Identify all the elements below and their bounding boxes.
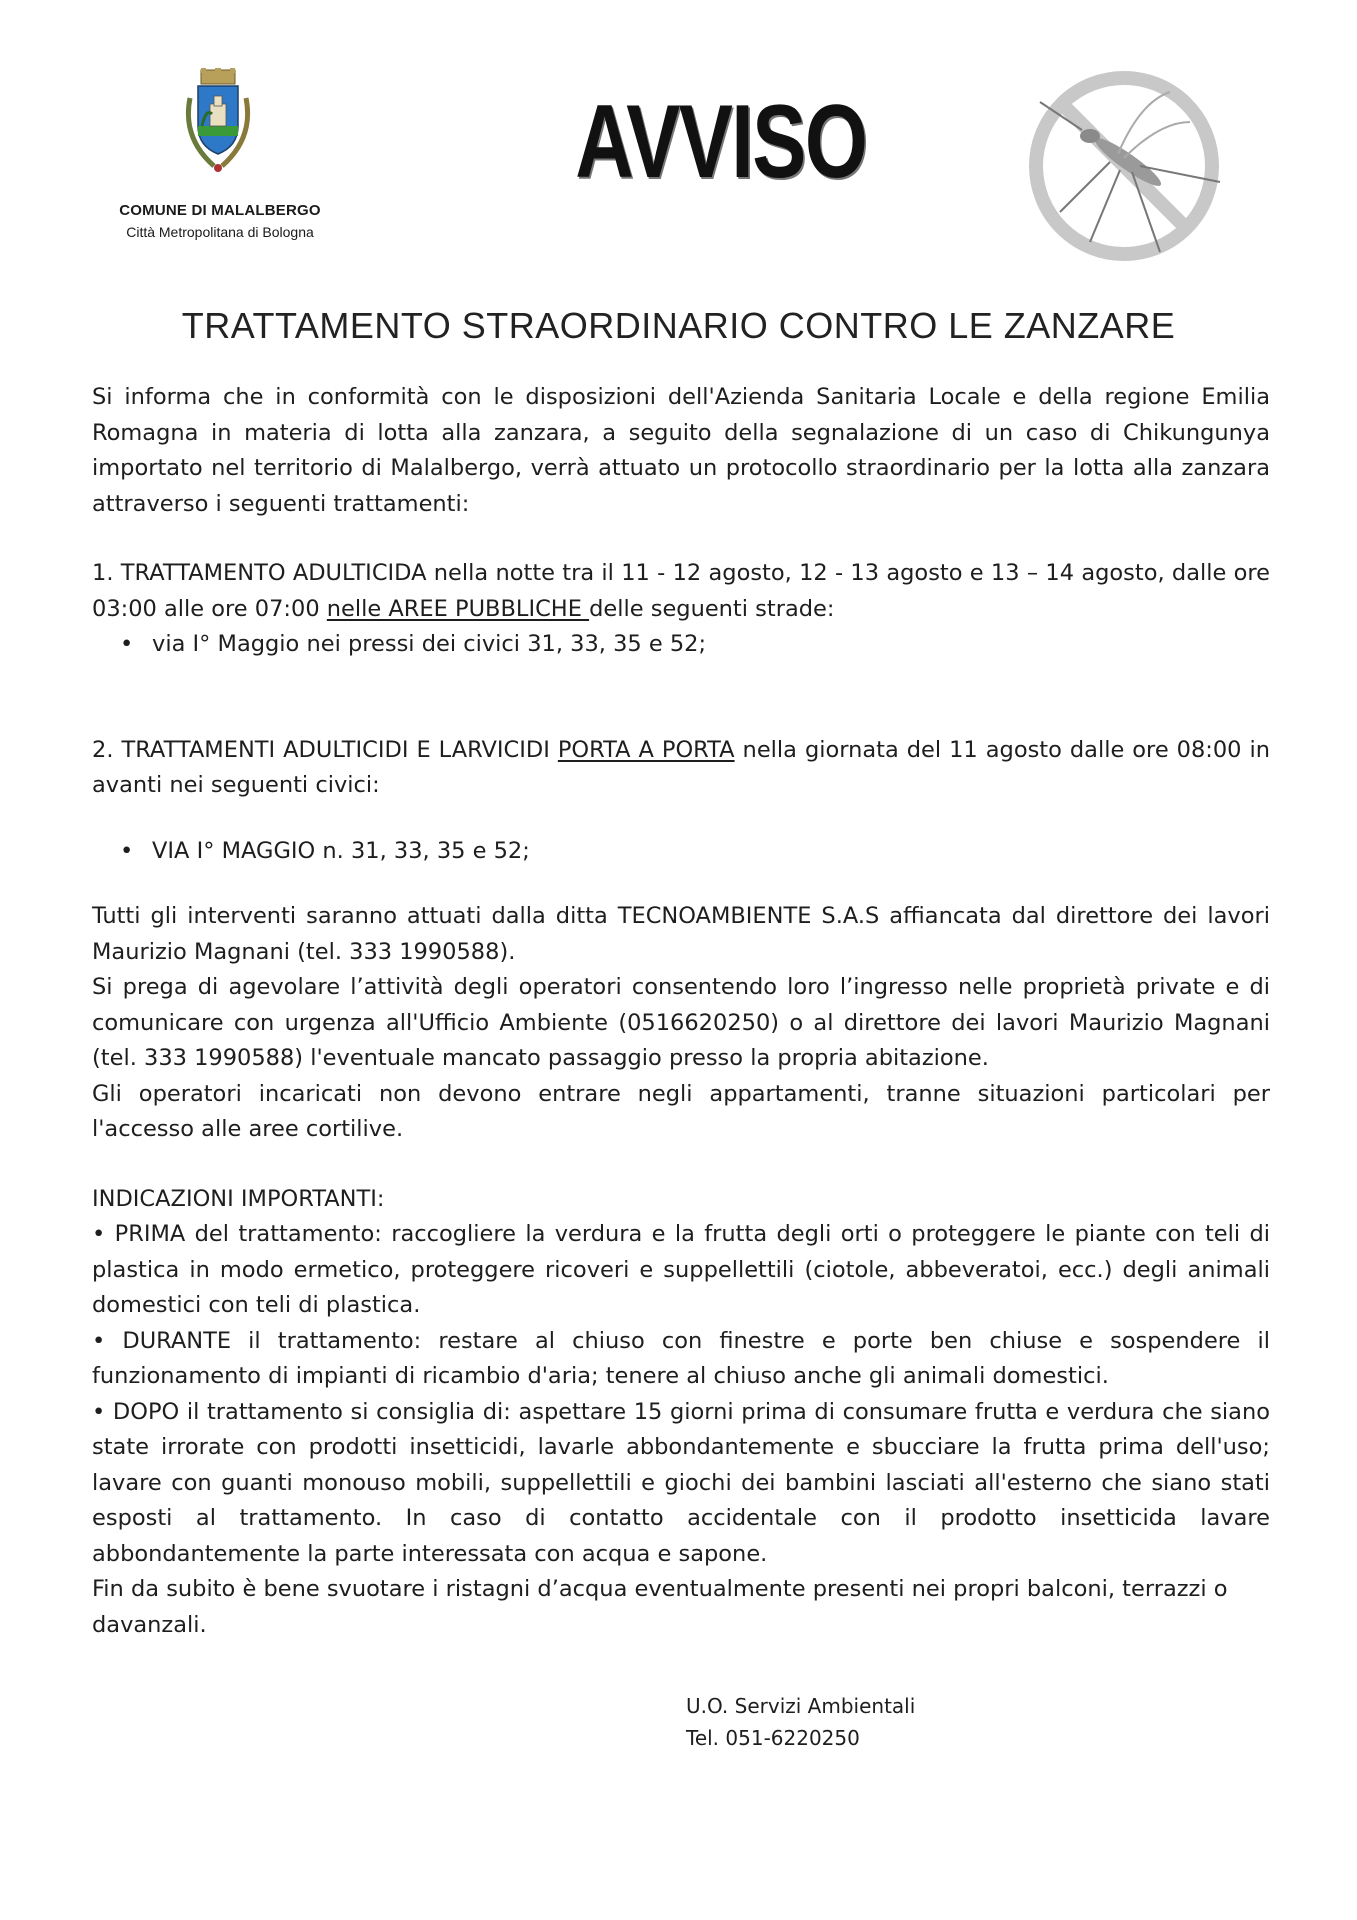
item1-text-post: delle seguenti strade: (589, 595, 835, 622)
paragraph-ditta: Tutti gli interventi saranno attuati dalla ditta TECNOAMBIENTE S.A.S affiancata dal direttore dei lavori Maurizio Magnani (tel. 333 1990588). (92, 903, 1270, 965)
signature-block (686, 1690, 915, 1754)
municipal-crest-icon (168, 68, 268, 180)
item2-underlined: PORTA A PORTA (557, 736, 735, 763)
indicazioni-dopo: • DOPO il trattamento si consiglia di: aspettare 15 giorni prima di consumare frutta e verdura che siano state irrorate con prodotti insetticidi, lavarle abbondantemente e sbucciare la frutta prima dell'uso; lavare con guanti monouso mobili, suppellettili e giochi dei bambini lasciati all'esterno che siano stati esposti al trattamento. In caso di contatto accidentale con il prodotto insetticida lavare abbondantemente la parte interessata con acqua e sapone. (92, 1398, 1270, 1567)
indicazioni-prima: • PRIMA del trattamento: raccogliere la verdura e la frutta degli orti o proteggere le piante con teli di plastica in modo ermetico, proteggere ricoveri e suppellettili (ciotole, abbeveratoi, ecc.) degli animali domestici con teli di plastica. (92, 1221, 1270, 1318)
document-header (0, 0, 1357, 290)
signature-tel: Tel. 051-6220250 (686, 1726, 860, 1750)
item2-text-post: nella giornata del 11 agosto dalle ore 08:00 in avanti nei seguenti civici: (92, 736, 1270, 798)
indicazioni-closing: Fin da subito è bene svuotare i ristagni d’acqua eventualmente presenti nei propri balconi, terrazzi o davanzali. (92, 1576, 1228, 1638)
no-mosquito-icon (1020, 62, 1228, 270)
item2-bullet: • VIA I° MAGGIO n. 31, 33, 35 e 52; (92, 834, 1270, 870)
avviso-heading: AVVISO (575, 84, 867, 200)
signature-office: U.O. Servizi Ambientali (686, 1694, 916, 1718)
item1-bullet: • via I° Maggio nei pressi dei civici 31, 33, 35 e 52; (92, 627, 1270, 663)
item1-text-pre: 1. TRATTAMENTO ADULTICIDA nella notte tra il 11 - 12 agosto, 12 - 13 agosto e 13 – 14 agosto, dalle ore 03:00 alle ore 07:00 (92, 560, 1270, 622)
item2-text-pre: 2. TRATTAMENTI ADULTICIDI E LARVICIDI (92, 736, 558, 763)
item1-paragraph (92, 556, 1270, 627)
item1-underlined: nelle AREE PUBBLICHE (326, 595, 590, 622)
comune-name: COMUNE DI MALALBERGO (119, 202, 321, 219)
item2-paragraph (92, 733, 1270, 804)
document-title: TRATTAMENTO STRAORDINARIO CONTRO LE ZANZARE (181, 305, 1176, 346)
intro-paragraph: Si informa che in conformità con le disposizioni dell'Azienda Sanitaria Locale e della regione Emilia Romagna in materia di lotta alla zanzara, a seguito della segnalazione di un caso di Chikungunya importato nel territorio di Malalbergo, verrà attuato un protocollo straordinario per la lotta alla zanzara attraverso i seguenti trattamenti: (92, 384, 1270, 517)
indicazioni-heading: INDICAZIONI IMPORTANTI: (92, 1185, 385, 1212)
paragraph-operatori: Gli operatori incaricati non devono entrare negli appartamenti, tranne situazioni particolari per l'accesso alle aree cortilive. (92, 1080, 1270, 1142)
indicazioni-durante: • DURANTE il trattamento: restare al chiuso con finestre e porte ben chiuse e sospendere il funzionamento di impianti di ricambio d'aria; tenere al chiuso anche gli animali domestici. (92, 1327, 1270, 1389)
comune-subtitle: Città Metropolitana di Bologna (126, 224, 314, 240)
document-body (92, 380, 1270, 1643)
paragraph-agevolare: Si prega di agevolare l’attività degli operatori consentendo loro l’ingresso nelle proprietà private e di comunicare con urgenza all'Ufficio Ambiente (0516620250) o al direttore dei lavori Maurizio Magnani (tel. 333 1990588) l'eventuale mancato passaggio presso la propria abitazione. (92, 974, 1270, 1071)
